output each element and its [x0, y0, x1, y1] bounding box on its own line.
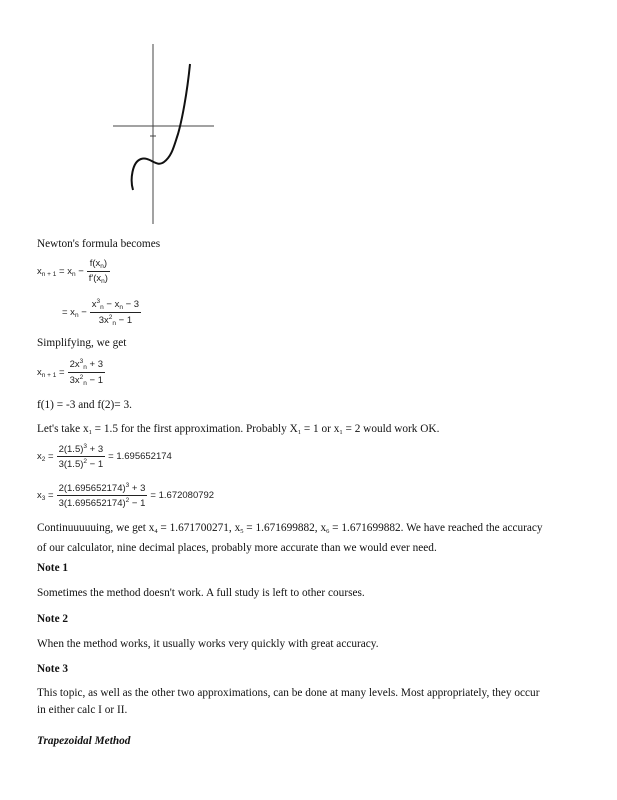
f-values-text: f(1) = -3 and f(2)= 3.: [37, 399, 132, 411]
cubic-graph: [108, 42, 218, 227]
x3-computation: $x_3$ = $\frac{2(1.695652174)^3 + 3}{3(1.695652174)^2 - 1}$ = 1.672080792: [37, 482, 215, 509]
trapezoidal-heading: Trapezoidal Method: [37, 735, 131, 747]
note-2-title: Note 2: [37, 613, 69, 625]
note-1-title: Note 1: [37, 562, 69, 574]
note-2-body: When the method works, it usually works very quickly with great accuracy.: [37, 638, 379, 650]
note-3-body: This topic, as well as the other two approximations, can be done at many levels. Most appropriately, they occur in either calc I or II.: [37, 687, 540, 716]
note-1-body: Sometimes the method doesn't work. A full study is left to other courses.: [37, 587, 365, 599]
cubic-curve: [132, 64, 190, 190]
intro-text: Newton's formula becomes: [37, 238, 161, 250]
x2-computation: $x_2$ = $\frac{2(1.5)^3 + 3}{3(1.5)^2 - 1}$ = 1.695652174: [37, 443, 172, 470]
note-3-title: Note 3: [37, 663, 69, 675]
newton-formula-eq1: $x_{n + 1} = x_n$ − $\frac{f(x_n)}{f'(x_n)}$: [37, 258, 108, 285]
newton-formula-eq2: = $x_n$ − $\frac{x^3_n - x_n - 3}{3x^2_n - 1}$: [62, 298, 140, 327]
first-approx-text: Let's take $x_1 = 1.5$ for the first approximation. Probably $X_1 = 1$ or $x_1 = 2$ would work OK.: [37, 423, 440, 436]
continuing-paragraph: Continuuuuuing, we get $x_4 = 1.671700271$, $x_5 = 1.671699882$, $x_6 = 1.671699882$. We have reached the accuracy of our calculator, nine decimal places, probably more accurate than we would ever need.: [37, 522, 543, 554]
simplifying-text: Simplifying, we get: [37, 337, 127, 349]
simplified-formula-eq3: $x_{n + 1}$ = $\frac{2x^3_n + 3}{3x^2_n - 1}$: [37, 358, 104, 387]
